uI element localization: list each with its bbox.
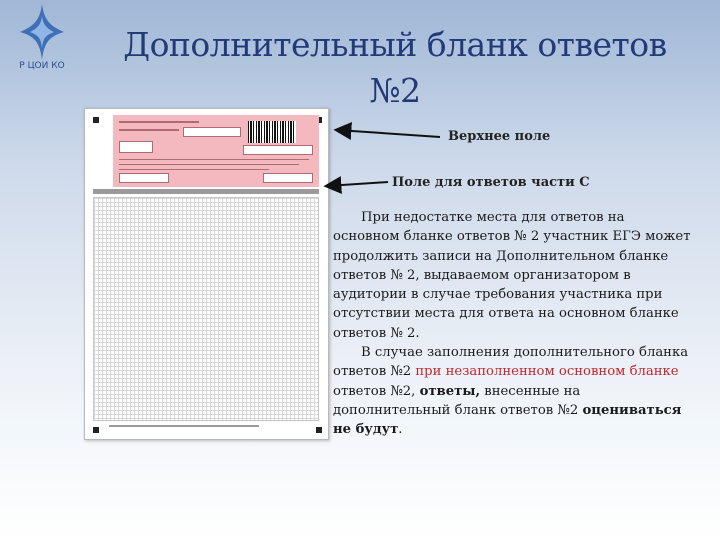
arrow-top-field	[337, 130, 440, 137]
title-line-2: №2	[369, 71, 421, 110]
arrow-answer-field	[327, 182, 388, 186]
paragraph-1: При недостатке места для ответов на основном бланке ответов № 2 участник ЕГЭ может продолжить записи на Дополнительном бланке ответов № 2, выдаваемом организатором в аудитории в случае требования участника при отсутствии места для ответа на основном бланке ответов № 2.	[333, 210, 691, 341]
title-line-1: Дополнительный бланк ответов	[123, 25, 667, 64]
paragraph-2: В случае заполнения дополнительного бланка ответов №2 при незаполненном основном бланке ответов №2, ответы, внесенные на дополнительный бланк ответов №2 оцениваться не будут.	[333, 345, 689, 438]
svg-text:Р ЦОИ КО: Р ЦОИ КО	[19, 61, 65, 71]
label-answer-field: Поле для ответов части С	[392, 175, 590, 190]
label-top-field: Верхнее поле	[448, 129, 551, 144]
body-text	[333, 208, 693, 440]
